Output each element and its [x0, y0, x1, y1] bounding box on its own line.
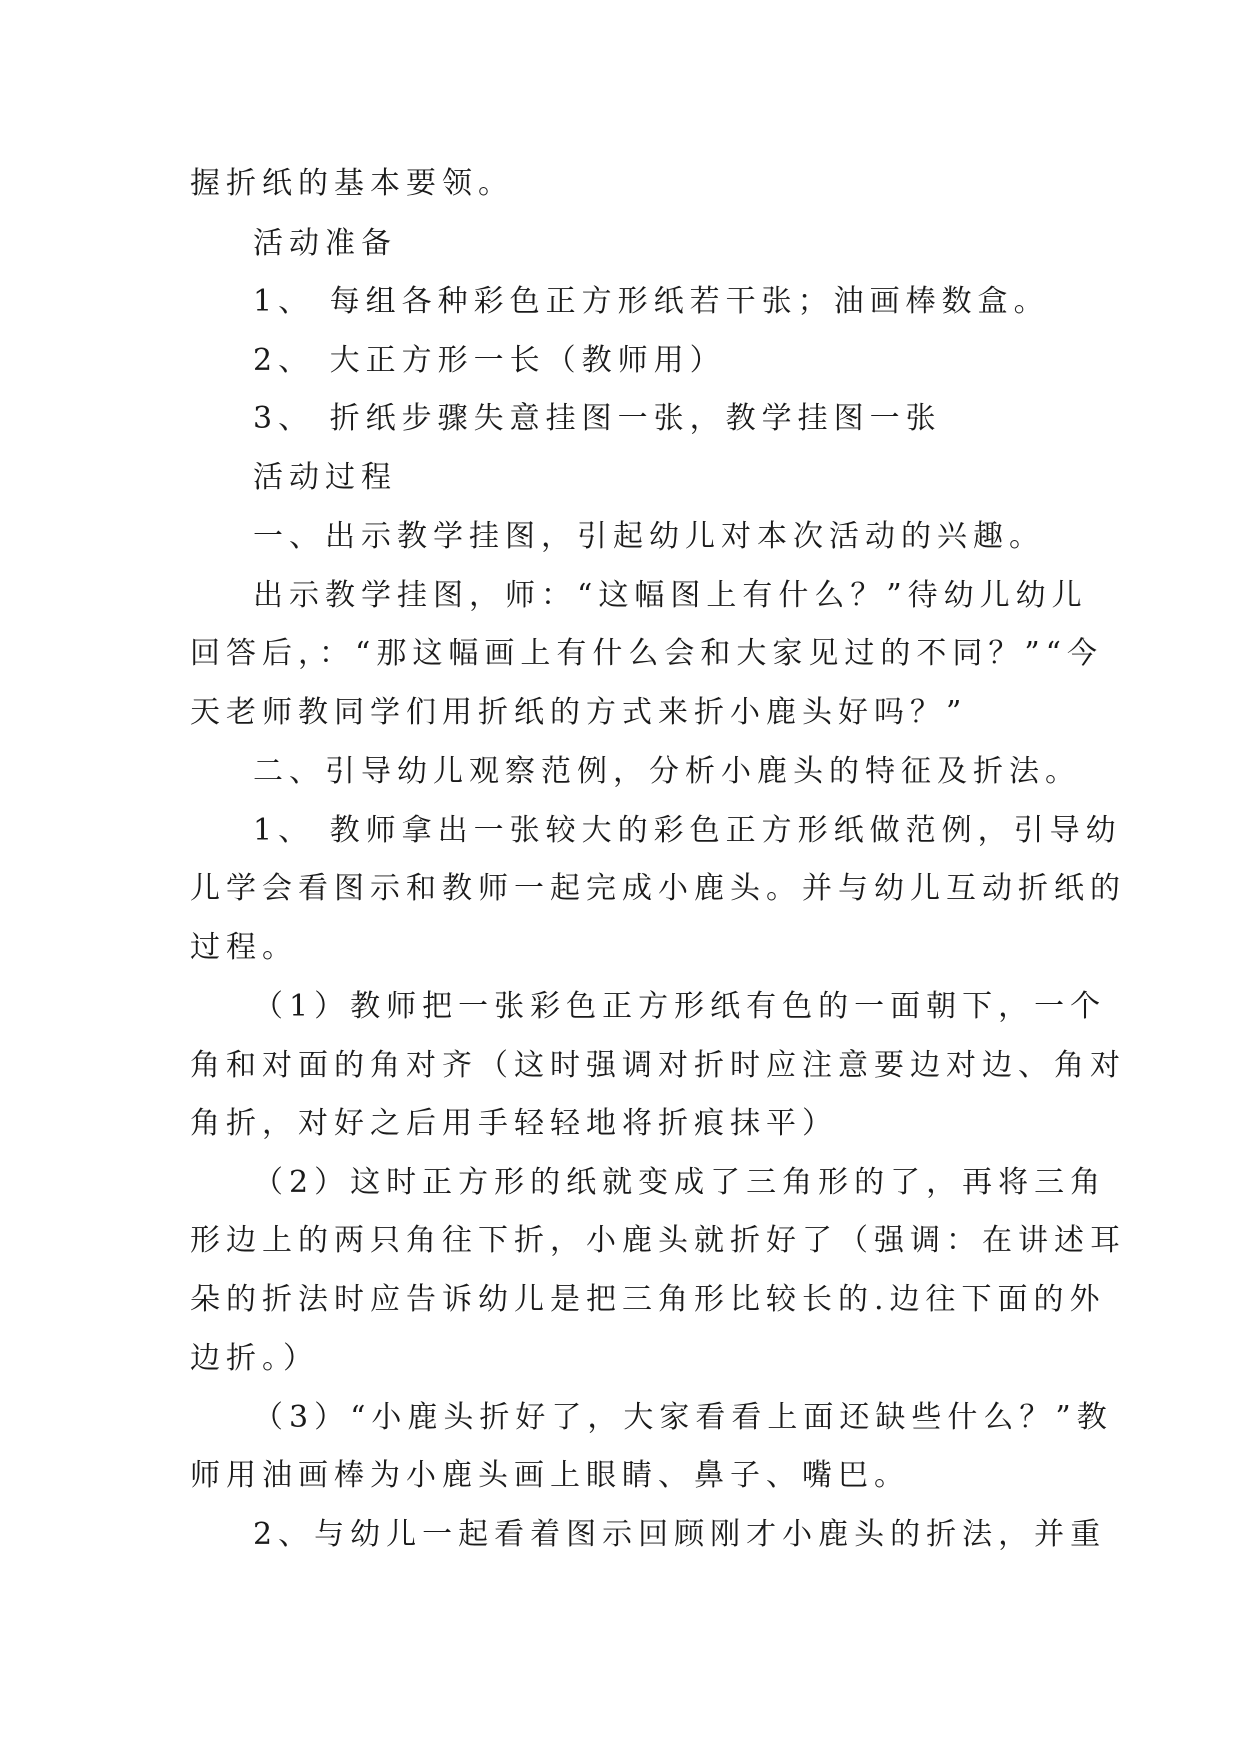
section-heading: 活动过程 — [253, 460, 397, 495]
text-line: 二、引导幼儿观察范例，分析小鹿头的特征及折法。 — [253, 754, 1081, 789]
text-line: 过程。 — [190, 930, 298, 965]
text-line: 师用油画棒为小鹿头画上眼睛、鼻子、嘴巴。 — [190, 1458, 910, 1493]
text-line: 握折纸的基本要领。 — [190, 166, 514, 201]
text-line: 边折。） — [190, 1341, 319, 1376]
text-line: 角折，对好之后用手轻轻地将折痕抹平） — [190, 1106, 838, 1141]
text-line: 朵的折法时应告诉幼儿是把三角形比较长的.边往下面的外 — [190, 1282, 1106, 1317]
list-item: 1、 每组各种彩色正方形纸若干张；油画棒数盒。 — [253, 284, 1050, 319]
text-line: 形边上的两只角往下折，小鹿头就折好了（强调：在讲述耳 — [190, 1223, 1126, 1258]
text-line: 1、 教师拿出一张较大的彩色正方形纸做范例，引导幼 — [253, 813, 1122, 848]
text-line: 出示教学挂图，师：“这幅图上有什么？”待幼儿幼儿 — [253, 578, 1088, 613]
section-heading: 活动准备 — [253, 226, 397, 261]
text-line: （3）“小鹿头折好了，大家看看上面还缺些什么？”教 — [253, 1400, 1113, 1435]
text-line: 儿学会看图示和教师一起完成小鹿头。并与幼儿互动折纸的 — [190, 871, 1126, 906]
text-line: 天老师教同学们用折纸的方式来折小鹿头好吗？” — [190, 695, 968, 730]
list-item: 2、 大正方形一长（教师用） — [253, 343, 726, 378]
text-line: （1）教师把一张彩色正方形纸有色的一面朝下，一个 — [253, 989, 1107, 1024]
text-line: 一、出示教学挂图，引起幼儿对本次活动的兴趣。 — [253, 519, 1045, 554]
text-line: 2、与幼儿一起看着图示回顾刚才小鹿头的折法，并重 — [253, 1517, 1107, 1552]
text-line: 回答后，：“那这幅画上有什么会和大家见过的不同？”“今 — [190, 636, 1104, 671]
text-line: 角和对面的角对齐（这时强调对折时应注意要边对边、角对 — [190, 1048, 1126, 1083]
list-item: 3、 折纸步骤失意挂图一张，教学挂图一张 — [253, 401, 942, 436]
text-line: （2）这时正方形的纸就变成了三角形的了，再将三角 — [253, 1165, 1107, 1200]
